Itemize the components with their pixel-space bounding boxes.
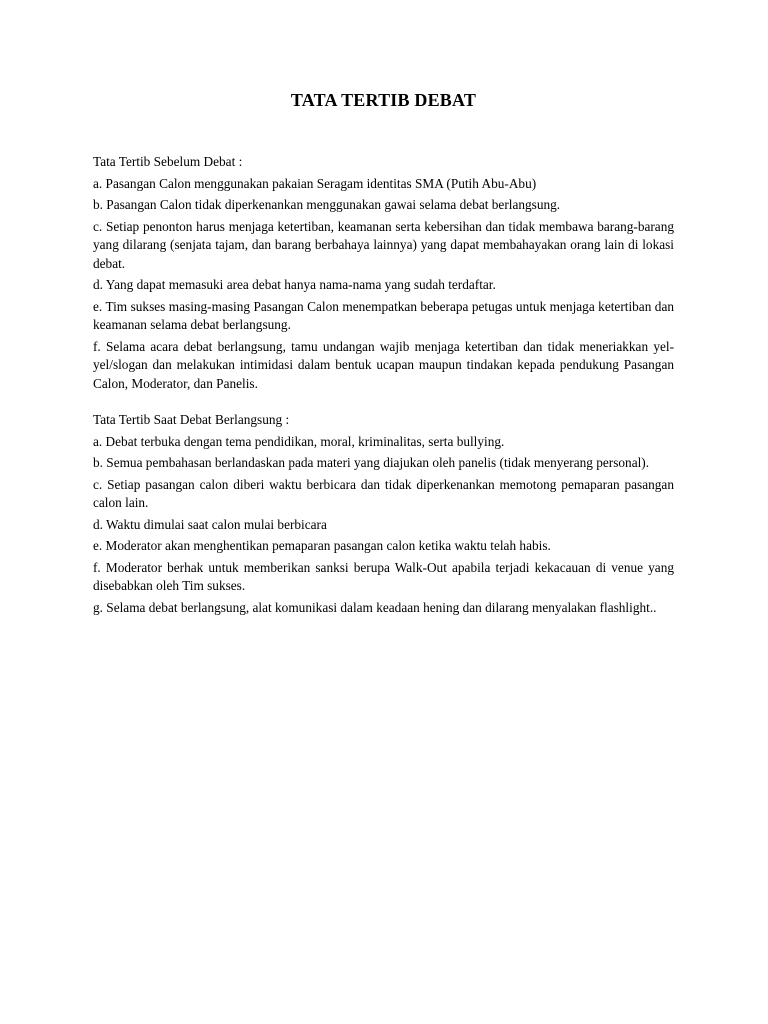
list-item: g. Selama debat berlangsung, alat komunikasi dalam keadaan hening dan dilarang menyalakan flashlight.. xyxy=(93,599,657,615)
list-item: b. Semua pembahasan berlandaskan pada materi yang diajukan oleh panelis (tidak menyerang personal). xyxy=(93,455,650,470)
list-item: e. Tim sukses masing-masing Pasangan Calon menempatkan beberapa petugas untuk menjaga ketertiban dan keamanan selama debat berlangsung. xyxy=(93,298,674,332)
document-title: TATA TERTIB DEBAT xyxy=(290,90,477,110)
list-item: c. Setiap pasangan calon diberi waktu berbicara dan tidak diperkenankan memotong pemaparan pasangan calon lain. xyxy=(93,476,674,510)
list-item: b. Pasangan Calon tidak diperkenankan menggunakan gawai selama debat berlangsung. xyxy=(93,197,561,212)
section-before-debate xyxy=(93,153,674,393)
list-item: f. Selama acara debat berlangsung, tamu undangan wajib menjaga ketertiban dan tidak meneriakkan yel-yel/slogan dan melakukan intimidasi dalam bentuk ucapan maupun tindakan kepada pendukung Pasangan Calon, Moderator, dan Panelis. xyxy=(93,338,674,391)
section-heading: Tata Tertib Sebelum Debat : xyxy=(93,154,243,169)
list-item: e. Moderator akan menghentikan pemaparan pasangan calon ketika waktu telah habis. xyxy=(93,538,551,553)
list-item: a. Debat terbuka dengan tema pendidikan, moral, kriminalitas, serta bullying. xyxy=(93,433,505,449)
list-item: f. Moderator berhak untuk memberikan sanksi berupa Walk-Out apabila terjadi kekacauan di venue yang disebabkan oleh Tim sukses. xyxy=(93,559,674,593)
section-during-debate xyxy=(93,411,674,617)
list-item: c. Setiap penonton harus menjaga ketertiban, keamanan serta kebersihan dan tidak membawa barang-barang yang dilarang (senjata tajam, dan barang berbahaya lainnya) yang dapat membahayakan orang lain di lokasi debat. xyxy=(93,218,674,271)
section-heading: Tata Tertib Saat Debat Berlangsung : xyxy=(93,412,290,427)
list-item: d. Waktu dimulai saat calon mulai berbicara xyxy=(93,516,327,532)
list-item: a. Pasangan Calon menggunakan pakaian Seragam identitas SMA (Putih Abu-Abu) xyxy=(93,175,537,191)
list-item: d. Yang dapat memasuki area debat hanya nama-nama yang sudah terdaftar. xyxy=(93,277,496,292)
